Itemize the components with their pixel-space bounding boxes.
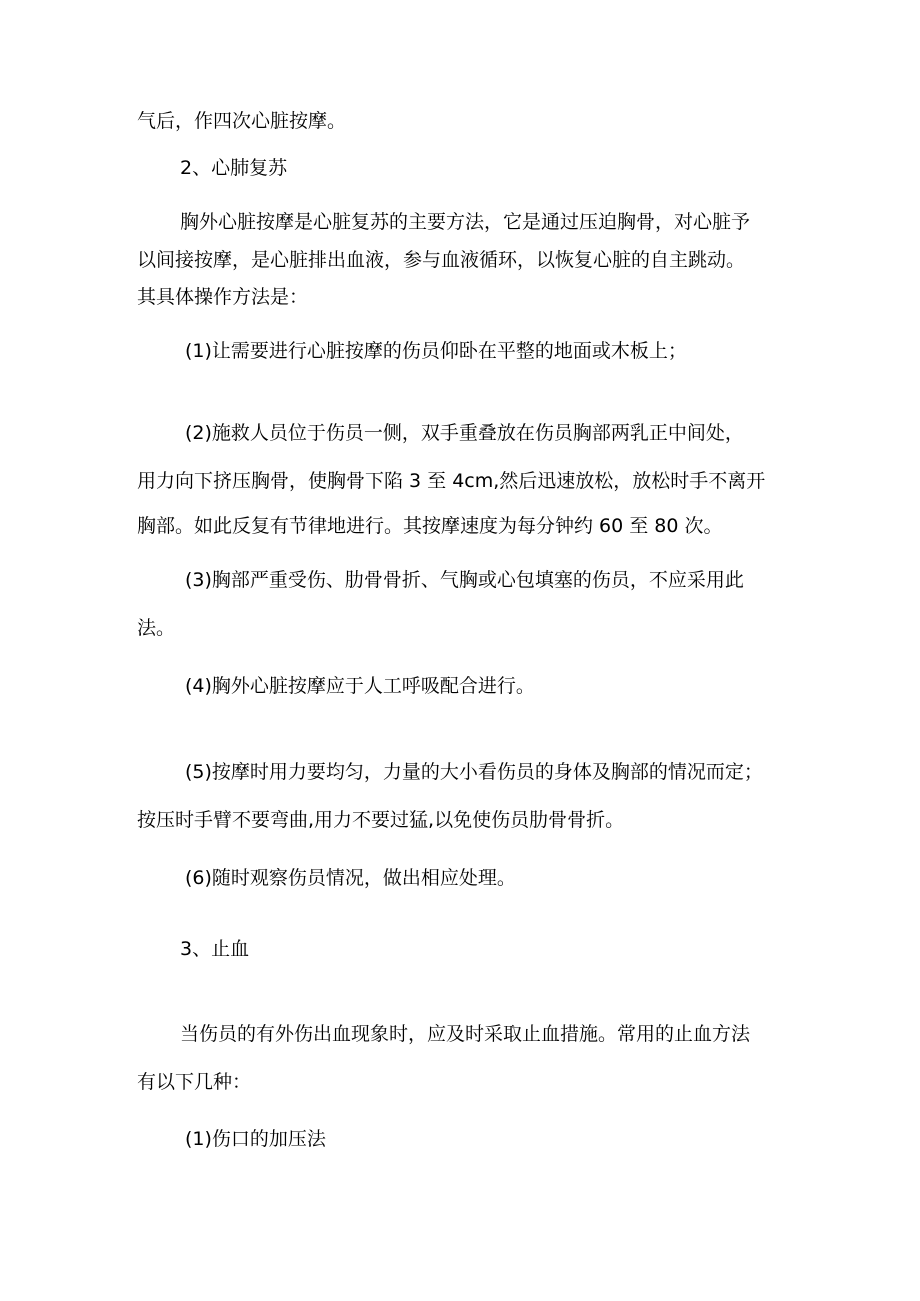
text-line: 有以下几种： (137, 1071, 252, 1093)
list-item: (3)胸部严重受伤、肋骨骨折、气胸或心包填塞的伤员，不应采用此 (185, 569, 744, 591)
list-item: (2)施救人员位于伤员一侧，双手重叠放在伤员胸部两乳正中间处， (185, 422, 744, 444)
text-line: 气后，作四次心脏按摩。 (137, 110, 347, 132)
list-item: (1)伤口的加压法 (185, 1128, 326, 1150)
text-line: 法。 (137, 617, 176, 639)
text-line: 胸部。如此反复有节律地进行。其按摩速度为每分钟约 60 至 80 次。 (137, 515, 723, 537)
text-line: 当伤员的有外伤出血现象时，应及时采取止血措施。常用的止血方法 (180, 1023, 751, 1045)
text-line: 用力向下挤压胸骨，使胸骨下陷 3 至 4cm,然后迅速放松，放松时手不离开 (137, 470, 766, 492)
text-line: 其具体操作方法是： (137, 286, 309, 308)
text-line: 以间接按摩，是心脏排出血液，参与血液循环，以恢复心脏的自主跳动。 (137, 249, 746, 271)
section-heading-cpr: 2、心肺复苏 (180, 157, 288, 179)
list-item: (5)按摩时用力要均匀，力量的大小看伤员的身体及胸部的情况而定； (185, 761, 763, 783)
list-item: (6)随时观察伤员情况，做出相应处理。 (185, 867, 516, 889)
text-line: 胸外心脏按摩是心脏复苏的主要方法，它是通过压迫胸骨，对心脏予 (180, 211, 751, 233)
list-item: (1)让需要进行心脏按摩的伤员仰卧在平整的地面或木板上； (185, 340, 687, 362)
list-item: (4)胸外心脏按摩应于人工呼吸配合进行。 (185, 675, 535, 697)
section-heading-bleeding: 3、止血 (180, 938, 250, 960)
text-line: 按压时手臂不要弯曲,用力不要过猛,以免使伤员肋骨骨折。 (137, 809, 625, 831)
